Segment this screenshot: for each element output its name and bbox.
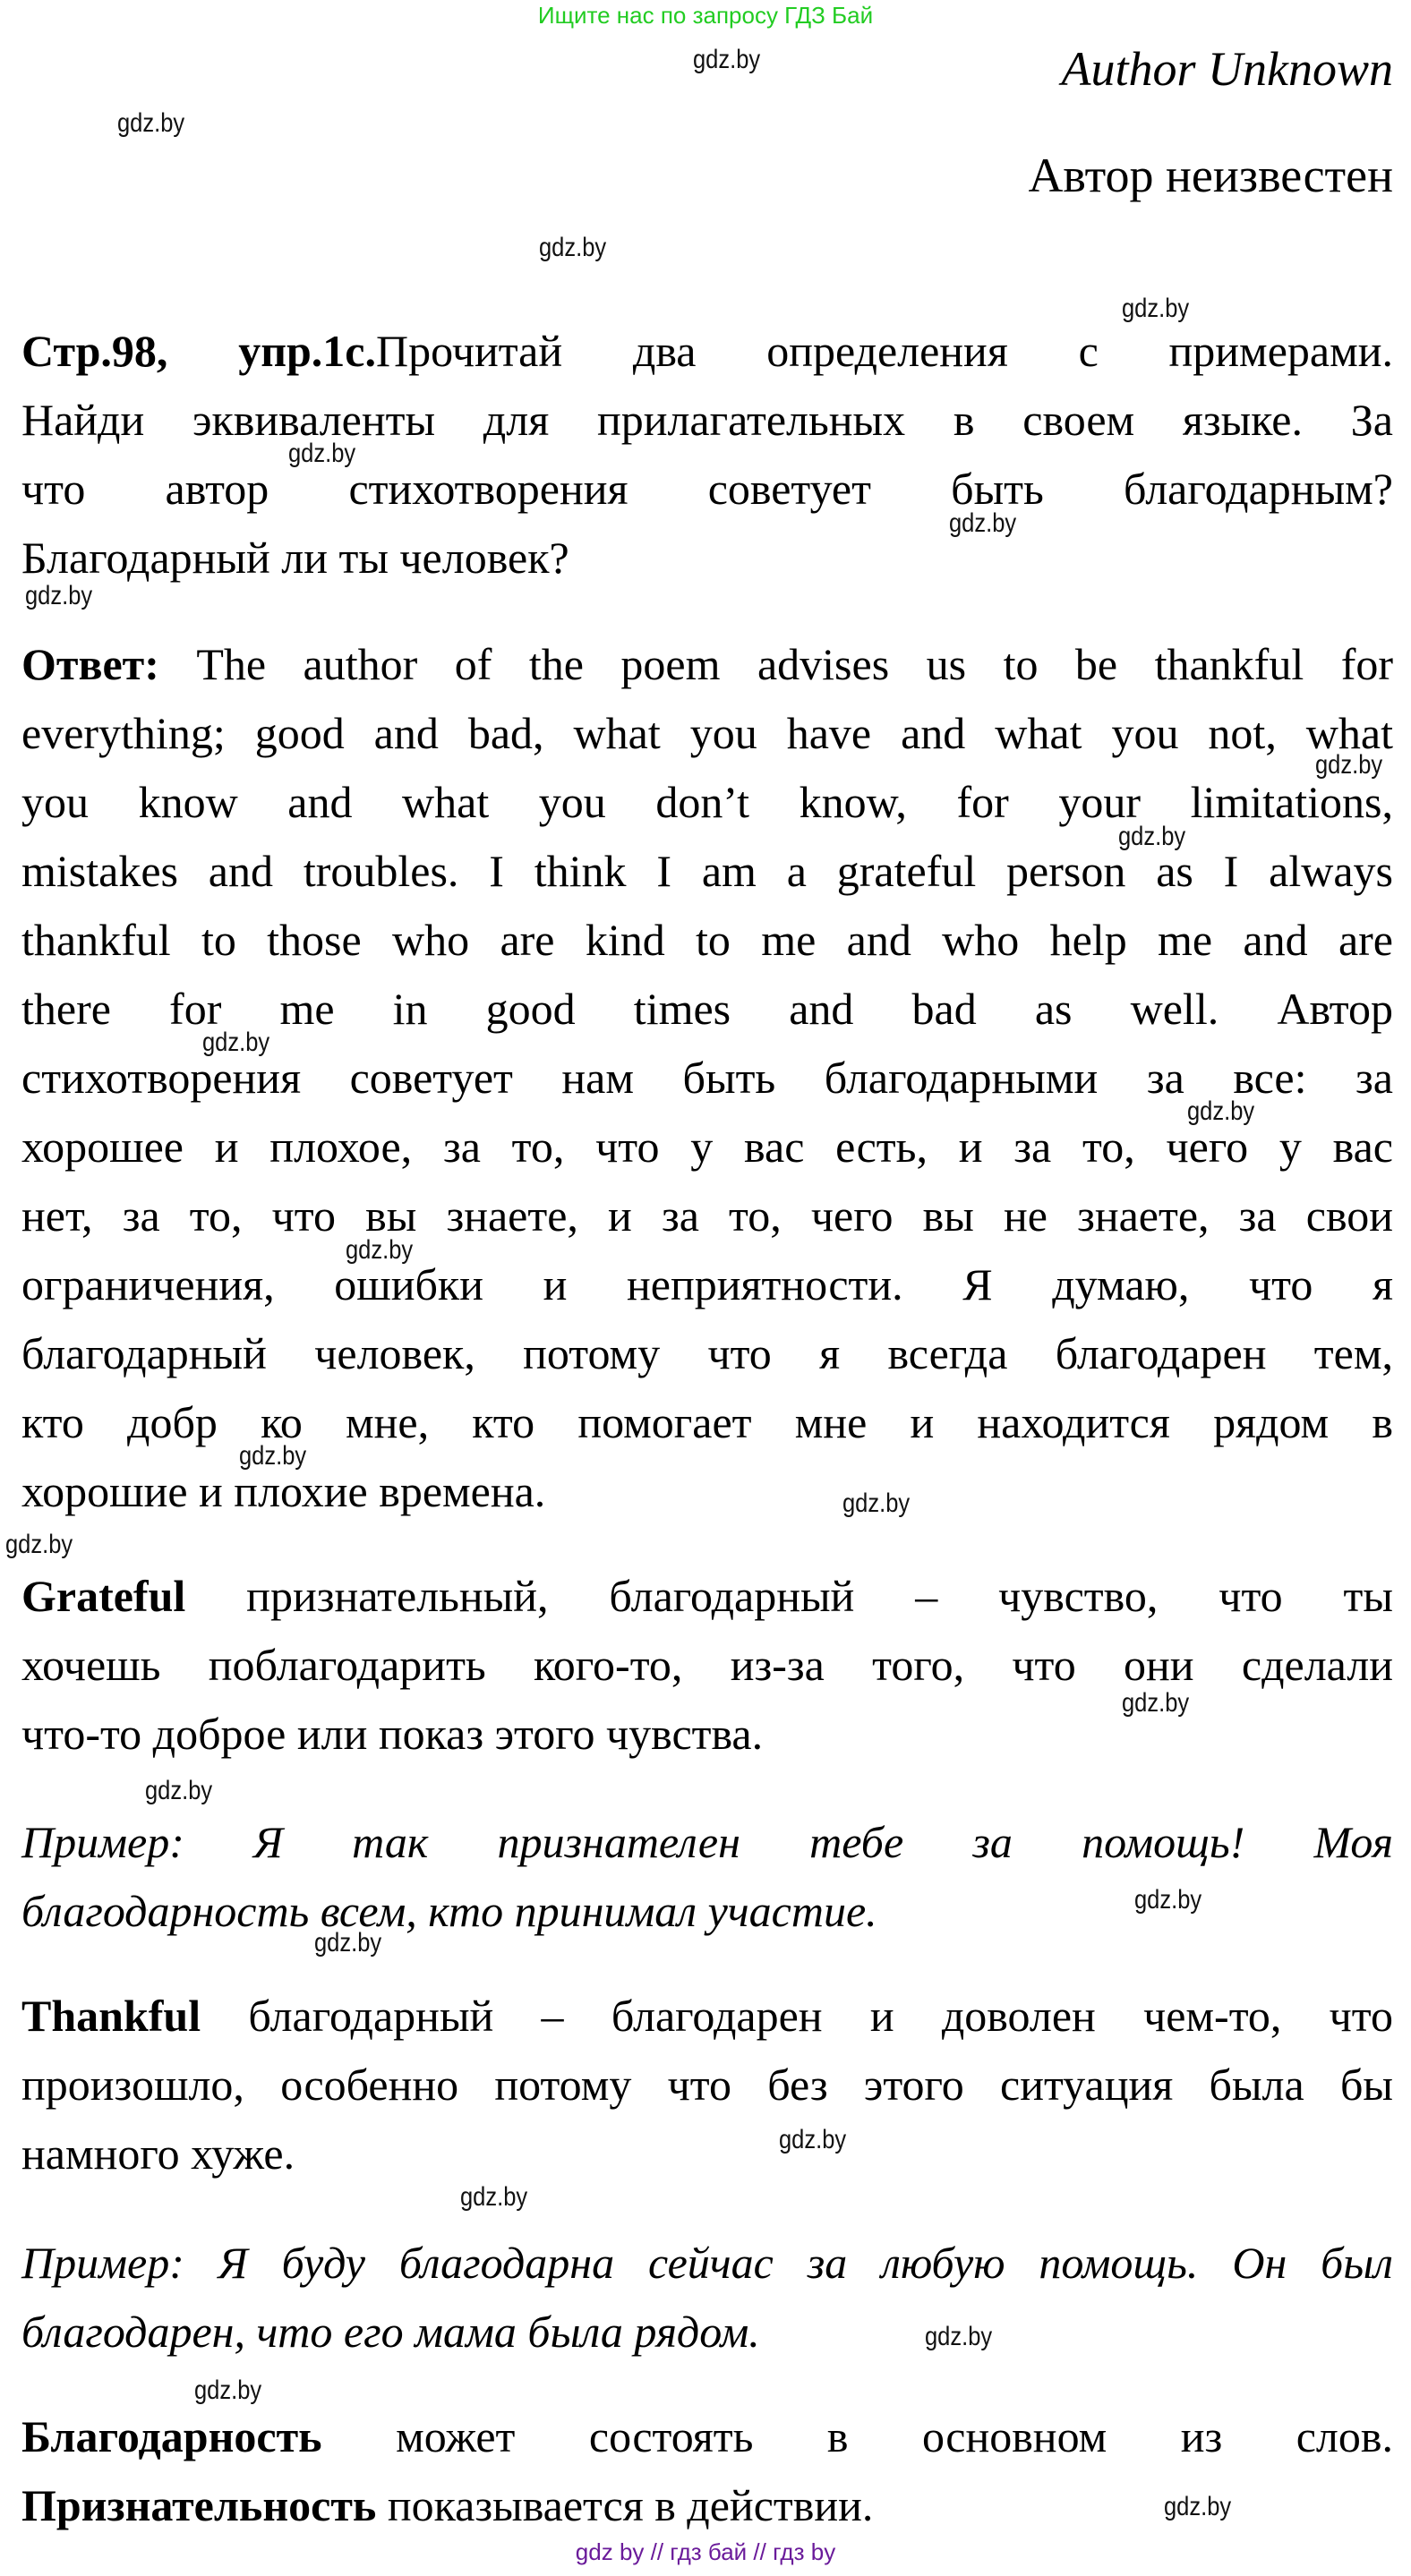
- watermark: gdz.by: [1118, 822, 1186, 851]
- text: благодарный – благодарен и доволен чем-то, что: [201, 1991, 1393, 2041]
- text-line: нет, за то, что вы знаете, и за то, чего вы не знаете, за свои: [21, 1190, 1393, 1241]
- watermark: gdz.by: [314, 1928, 382, 1958]
- author-ru: Автор неизвестен: [1028, 149, 1393, 202]
- watermark: gdz.by: [239, 1441, 307, 1471]
- text-line: ограничения, ошибки и неприятности. Я думаю, что я: [21, 1259, 1393, 1309]
- watermark: gdz.by: [1122, 294, 1190, 323]
- thankful-definition: [21, 1982, 1393, 2188]
- term: Grateful: [21, 1571, 186, 1621]
- text-line: everything; good and bad, what you have and what you not, what: [21, 708, 1393, 758]
- answer-paragraph: [21, 630, 1393, 1526]
- text-line: [21, 1562, 1393, 1631]
- search-banner: Ищите нас по запросу ГДЗ Бай: [537, 2, 874, 29]
- text: Прочитай два определения с примерами.: [376, 326, 1393, 376]
- text-line: благодарен, что его мама была рядом.: [21, 2307, 760, 2357]
- text-line: хочешь поблагодарить кого-то, из-за того, что они сделали: [21, 1640, 1393, 1690]
- text-line: you know and what you don’t know, for your limitations,: [21, 777, 1393, 827]
- author-en: Author Unknown: [1061, 42, 1393, 96]
- text-line: Благодарный ли ты человек?: [21, 533, 569, 583]
- watermark: gdz.by: [1122, 1688, 1190, 1718]
- text-line: стихотворения советует нам быть благодарными за все: за: [21, 1053, 1393, 1103]
- text-line: хорошие и плохие времена.: [21, 1466, 546, 1516]
- text: признательный, благодарный – чувство, что ты: [185, 1571, 1393, 1621]
- text-line: there for me in good times and bad as well. Автор: [21, 984, 1393, 1034]
- answer-label: Ответ:: [21, 639, 159, 689]
- text-line: Пример: Я буду благодарна сейчас за любую помощь. Он был: [21, 2238, 1393, 2288]
- text-line: намного хуже.: [21, 2128, 295, 2179]
- text-line: Пример: Я так признателен тебе за помощь! Моя: [21, 1817, 1393, 1867]
- text-line: кто добр ко мне, кто помогает мне и находится рядом в: [21, 1397, 1393, 1447]
- text-line: что автор стихотворения советует быть благодарным?: [21, 464, 1393, 514]
- text: может состоять в основном из слов.: [321, 2411, 1393, 2461]
- watermark: gdz.by: [693, 45, 761, 74]
- text: показывается в действии.: [376, 2480, 874, 2530]
- term: Признательность: [21, 2480, 377, 2530]
- grateful-definition: [21, 1562, 1393, 1769]
- watermark: gdz.by: [1134, 1885, 1202, 1915]
- task-paragraph: [21, 317, 1393, 593]
- watermark: gdz.by: [346, 1235, 414, 1265]
- text-line: благодарный человек, потому что я всегда благодарен тем,: [21, 1328, 1393, 1378]
- watermark: gdz.by: [145, 1776, 213, 1805]
- watermark: gdz.by: [25, 581, 93, 610]
- watermark: gdz.by: [460, 2182, 528, 2212]
- term: Thankful: [21, 1991, 201, 2041]
- text-line: что-то доброе или показ этого чувства.: [21, 1709, 764, 1759]
- watermark: gdz.by: [539, 233, 607, 262]
- text-line: [21, 317, 1393, 386]
- grateful-example: [21, 1808, 1393, 1946]
- watermark: gdz.by: [842, 1488, 911, 1518]
- text-line: [21, 2402, 1393, 2471]
- task-label: Стр.98, упр.1с.: [21, 326, 376, 376]
- text-line: произошло, особенно потому что без этого ситуация была бы: [21, 2060, 1393, 2110]
- text-line: благодарность всем, кто принимал участие.: [21, 1886, 877, 1936]
- term: Благодарность: [21, 2411, 322, 2461]
- watermark: gdz.by: [1187, 1096, 1255, 1126]
- thankful-example: [21, 2229, 1393, 2367]
- watermark: gdz.by: [949, 508, 1017, 538]
- watermark: gdz.by: [288, 439, 356, 468]
- text-line: хорошее и плохое, за то, что у вас есть, и за то, чего у вас: [21, 1122, 1393, 1172]
- watermark: gdz.by: [1164, 2492, 1232, 2521]
- footer-links: gdz by // гдз бай // гдз by: [575, 2538, 836, 2565]
- watermark: gdz.by: [117, 108, 185, 138]
- watermark: gdz.by: [5, 1530, 73, 1559]
- watermark: gdz.by: [779, 2125, 847, 2154]
- watermark: gdz.by: [194, 2376, 262, 2405]
- text-line: [21, 1982, 1393, 2051]
- text-line: Найди эквиваленты для прилагательных в своем языке. За: [21, 395, 1393, 445]
- text-line: mistakes and troubles. I think I am a grateful person as I always: [21, 846, 1393, 896]
- watermark: gdz.by: [202, 1028, 270, 1057]
- watermark: gdz.by: [925, 2322, 993, 2351]
- watermark: gdz.by: [1315, 750, 1383, 780]
- text-line: [21, 630, 1393, 699]
- text-line: thankful to those who are kind to me and who help me and are: [21, 915, 1393, 965]
- text: The author of the poem advises us to be thankful for: [158, 639, 1393, 689]
